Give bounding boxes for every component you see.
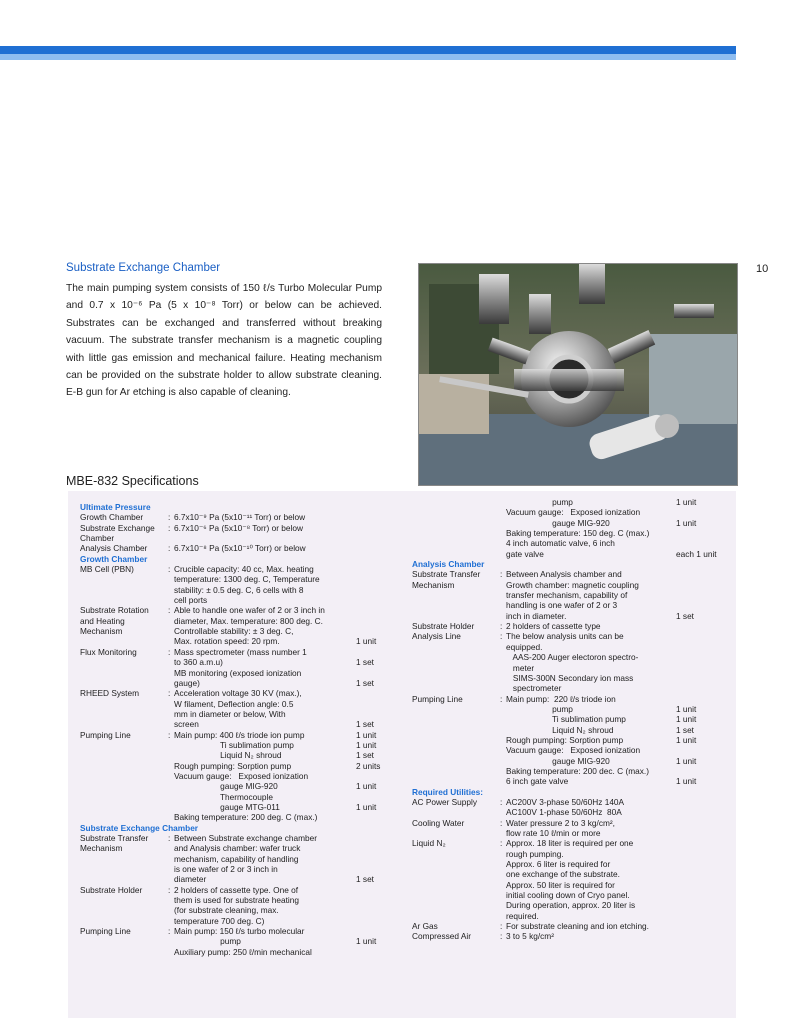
spec-value: spectrometer [506,683,562,694]
spec-label: Chamber [80,533,115,544]
spec-value: equipped. [506,641,543,652]
spec-label: Mechanism [80,626,123,637]
spec-value: mechanism, capability of handling [174,853,299,864]
page-number: 10 [756,263,769,275]
spec-value: rough pumping. [506,848,564,859]
spec-label: Substrate Holder [412,621,475,632]
spec-value: During operation, approx. 20 liter is [506,900,636,911]
spec-value: inch in diameter. [506,610,567,621]
header-band-dark [0,46,736,54]
spec-value: 3 to 5 kg/cm² [506,931,554,942]
spec-label: Substrate Transfer [80,833,149,843]
spec-quantity: 1 unit [676,776,697,787]
spec-value: Between Analysis chamber and [506,569,622,580]
spec-value: meter [506,662,535,673]
spec-row [412,932,730,942]
spec-value: 4 inch automatic valve, 6 inch [506,538,615,549]
spec-value: Vacuum gauge: Exposed ionization [174,770,309,781]
equipment-photo [418,263,738,486]
spec-value: temperature: 1300 deg. C, Temperature [174,574,320,585]
spec-label: AC Power Supply [412,796,478,807]
spec-separator: : [500,631,503,642]
spec-row [412,632,730,642]
spec-row [80,720,398,730]
spec-value: them is used for substrate heating [174,895,299,906]
spec-separator: : [168,522,171,533]
spec-separator: : [168,688,171,699]
intro-paragraph: The main pumping system consists of 150 ℓ/s Turbo Molecular Pump and 0.7 x 10⁻⁶ Pa (5 x 10⁻⁸ Torr) or below can be achieved. Substrates can be exchanged and transferred without breaking vacuum. The substrate transfer mechanism is a magnetic coupling with little gas emission and mechanical failure. Heating mechanism can be provided on the substrate holder to allow substrate cleaning. E-B gun for Ar etching is also capable of cleaning. [66,283,382,399]
spec-separator: : [500,817,503,828]
spec-value: mm in diameter or below, With [174,708,286,719]
spec-value: Liquid N₂ shroud [506,724,614,735]
spec-value: W filament, Deflection angle: 0.5 [174,698,294,709]
spec-label: Pumping Line [80,926,131,937]
spec-quantity: 1 set [356,657,374,668]
spec-quantity: 1 unit [356,739,377,750]
spec-separator: : [168,512,171,523]
section-title: Growth Chamber [80,553,148,564]
spec-value: Crucible capacity: 40 cc, Max. heating [174,564,314,575]
spec-value: Able to handle one wafer of 2 or 3 inch in [174,605,325,616]
spec-label: Pumping Line [412,693,463,704]
spec-value: Main pump: 220 ℓ/s triode ion [506,693,616,704]
spec-row [80,710,398,720]
spec-label: Liquid N₂ [412,838,446,849]
spec-value: MB monitoring (exposed ionization [174,667,302,678]
spec-value: gauge MIG-920 [506,517,610,528]
spec-value: Max. rotation speed: 20 rpm. [174,636,280,647]
spec-value: For substrate cleaning and ion etching. [506,921,649,932]
spec-label: Pumping Line [80,729,131,740]
spec-value: diameter, Max. temperature: 800 deg. C. [174,615,323,626]
spec-row [80,865,398,875]
spec-value: Controllable stability: ± 3 deg. C, [174,626,294,637]
spec-label: Analysis Chamber [80,543,148,554]
spec-value: 2 holders of cassette type [506,621,601,632]
spec-separator: : [500,838,503,849]
spec-quantity: 1 set [356,750,374,761]
spec-row [412,901,730,911]
spec-label: Flux Monitoring [80,646,137,657]
spec-quantity: 1 unit [676,714,697,725]
spec-label: and Heating [80,615,125,626]
section-title: Analysis Chamber [412,559,485,570]
spec-label: Substrate Exchange [80,522,155,533]
spec-right-column [412,498,730,943]
spec-quantity: 1 unit [356,729,377,740]
spec-value: initial cooling down of Cryo panel. [506,890,630,901]
spec-separator: : [168,833,171,843]
spec-value: AAS-200 Auger electoron spectro- [506,652,639,663]
spec-value: stability: ± 0.5 deg. C, 6 cells with 8 [174,584,304,595]
spec-value: 2 holders of cassette type. One of [174,884,299,895]
spec-label: Substrate Transfer [412,569,481,580]
spec-separator: : [500,921,503,932]
spec-value: flow rate 10 ℓ/min or more [506,828,601,838]
spec-row [80,669,398,679]
spec-value: Liquid N₂ shroud [174,750,282,761]
spec-value: required. [506,910,539,921]
spec-value: AC200V 3-phase 50/60Hz 140A [506,796,625,807]
spec-label: Growth Chamber [80,512,144,523]
spec-quantity: 2 units [356,760,381,771]
spec-left-column [80,503,398,958]
spec-quantity: 1 unit [676,755,697,766]
spec-separator: : [168,605,171,616]
spec-value: one exchange of the substrate. [506,869,620,880]
spec-quantity: each 1 unit [676,548,717,559]
spec-value: SIMS-300N Secondary ion mass [506,672,634,683]
spec-label: Mechanism [412,579,455,590]
spec-quantity: 1 unit [356,936,377,947]
spec-quantity: 1 unit [356,801,377,812]
spec-value: Ti sublimation pump [174,739,294,750]
spec-value: to 360 a.m.u) [174,657,223,668]
spec-label: Mechanism [80,843,123,854]
spec-label: Analysis Line [412,631,461,642]
spec-value: pump [174,936,241,947]
section-title: Required Utilities: [412,786,483,797]
spec-value: 6.7x10⁻⁶ Pa (5x10⁻⁸ Torr) or below [174,522,303,533]
spec-value: Auxiliary pump: 250 ℓ/min mechanical [174,946,312,957]
spec-value: Growth chamber: magnetic coupling [506,579,639,590]
spec-value: gauge MIG-920 [506,755,610,766]
spec-quantity: 1 set [676,610,694,621]
spec-value: 6.7x10⁻⁹ Pa (5x10⁻¹¹ Torr) or below [174,512,306,523]
spec-label: Ar Gas [412,921,438,932]
spec-value: and Analysis chamber: wafer truck [174,843,301,854]
spec-quantity: 1 unit [676,734,697,745]
spec-value: screen [174,719,199,730]
spec-value: Baking temperature: 200 dec. C (max.) [506,765,649,776]
spec-separator: : [168,926,171,937]
spec-label: Substrate Holder [80,884,143,895]
spec-value: The below analysis units can be [506,631,624,642]
spec-value: AC100V 1-phase 50/60Hz 80A [506,807,622,818]
spec-value: Thermocouple [174,791,273,802]
spec-quantity: 1 unit [676,703,697,714]
spec-value: gauge MTG-011 [174,801,280,812]
spec-value: Acceleration voltage 30 KV (max.), [174,688,302,699]
spec-row [412,839,730,849]
spec-value: handling is one wafer of 2 or 3 [506,600,618,611]
spec-value: Baking temperature: 150 deg. C (max.) [506,528,650,539]
spec-separator: : [500,569,503,580]
spec-row [412,684,730,694]
spec-separator: : [500,693,503,704]
spec-row [80,658,398,668]
spec-value: Approx. 50 liter is required for [506,879,615,890]
spec-value: is one wafer of 2 or 3 inch in [174,864,278,875]
spec-quantity: 1 set [356,719,374,730]
spec-separator: : [500,931,503,942]
spec-value: Main pump: 400 ℓ/s triode ion pump [174,729,305,740]
spec-quantity: 1 unit [356,636,377,647]
spec-value: temperature 700 deg. C) [174,915,265,926]
spec-separator: : [168,646,171,657]
spec-value: diameter [174,874,207,885]
section-title: Ultimate Pressure [80,502,151,512]
spec-row [80,689,398,699]
section-title: Substrate Exchange Chamber [80,822,199,833]
spec-value: (for substrate cleaning, max. [174,905,279,916]
header-band-light [0,54,736,60]
spec-quantity: 1 unit [356,781,377,792]
spec-row [80,524,398,534]
spec-label: RHEED System [80,688,140,699]
spec-value: 6.7x10⁻⁸ Pa (5x10⁻¹⁰ Torr) or below [174,543,306,554]
spec-quantity: 1 set [676,724,694,735]
spec-label: Substrate Rotation [80,605,149,616]
spec-value: Approx. 6 liter is required for [506,859,611,870]
spec-separator: : [500,796,503,807]
spec-value: Baking temperature: 200 deg. C (max.) [174,812,318,823]
spec-label: Cooling Water [412,817,465,828]
spec-row [80,948,398,958]
spec-quantity: 1 unit [676,497,697,507]
spec-quantity: 1 unit [676,517,697,528]
spec-separator: : [168,543,171,554]
spec-title: MBE-832 Specifications [66,474,199,488]
spec-value: Rough pumping: Sorption pump [174,760,292,771]
spec-value: gate valve [506,548,544,559]
spec-value: Mass spectrometer (mass number 1 [174,646,307,657]
spec-value: pump [506,497,573,507]
spec-separator: : [500,621,503,632]
spec-quantity: 1 set [356,677,374,688]
spec-row [412,715,730,725]
spec-row [80,648,398,658]
spec-label: MB Cell (PBN) [80,564,134,575]
spec-value: transfer mechanism, capability of [506,590,628,601]
spec-row [80,586,398,596]
spec-label: Compressed Air [412,931,472,942]
spec-value: Between Substrate exchange chamber [174,833,317,843]
spec-separator: : [168,729,171,740]
spec-row [412,674,730,684]
spec-value: Water pressure 2 to 3 kg/cm², [506,817,615,828]
spec-value: Rough pumping: Sorption pump [506,734,624,745]
spec-value: 6 inch gate valve [506,776,569,787]
spec-value: Approx. 18 liter is required per one [506,838,634,849]
spec-value: cell ports [174,595,208,606]
spec-row [412,653,730,663]
spec-value: Vacuum gauge: Exposed ionization [506,745,641,756]
spec-value: Vacuum gauge: Exposed ionization [506,507,641,518]
spec-separator: : [168,564,171,575]
spec-quantity: 1 set [356,874,374,885]
spec-value: Main pump: 150 ℓ/s turbo molecular [174,926,305,937]
section-heading: Substrate Exchange Chamber [66,262,221,274]
spec-value: pump [506,703,573,714]
spec-value: Ti sublimation pump [506,714,626,725]
spec-separator: : [168,884,171,895]
spec-value: gauge) [174,677,200,688]
spec-value: gauge MIG-920 [174,781,278,792]
